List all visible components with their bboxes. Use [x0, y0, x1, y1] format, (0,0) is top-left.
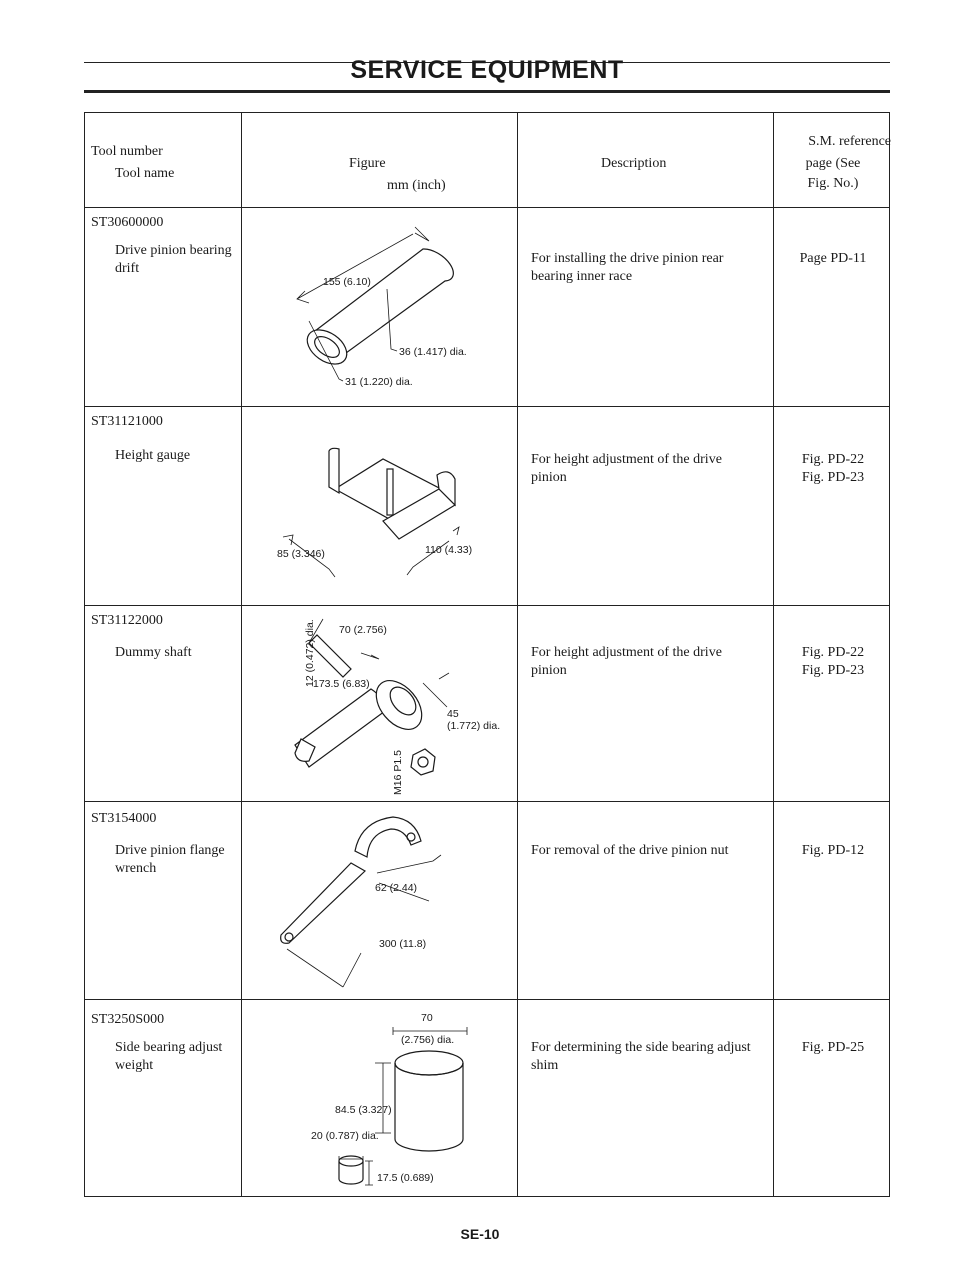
- header-tool-number: Tool number: [91, 144, 163, 159]
- dim-hook-spacing: 62 (2.44): [375, 882, 418, 894]
- tool-number: ST3250S000: [91, 1012, 165, 1027]
- header-figure-units: mm (inch): [387, 178, 446, 193]
- tool-name: Drive pinion flange wrench: [115, 843, 225, 876]
- dim-outer-diameter: 36 (1.417) dia.: [399, 346, 467, 358]
- row-divider: [85, 999, 889, 1000]
- figure-flange-wrench: [243, 803, 515, 997]
- figure-dummy-shaft: [243, 607, 515, 799]
- dim-weight-diameter-inch: (2.756) dia.: [401, 1034, 455, 1046]
- dim-shaft-length: 173.5 (6.83): [313, 678, 370, 690]
- dim-head-diameter: 45: [447, 708, 459, 720]
- tool-name: Side bearing adjust weight: [115, 1040, 223, 1073]
- tool-name: Drive pinion bearing drift: [115, 243, 232, 276]
- tool-description: For height adjustment of the drive pinion: [531, 452, 722, 485]
- tool-number: ST31121000: [91, 414, 163, 429]
- row-divider: [85, 207, 889, 208]
- page-header: [84, 56, 890, 96]
- tool-name: Dummy shaft: [115, 645, 192, 660]
- page-title: SERVICE EQUIPMENT: [350, 56, 624, 84]
- tool-number: ST30600000: [91, 215, 164, 230]
- dim-stem-height: 17.5 (0.689): [377, 1172, 434, 1184]
- tool-reference: Page PD-11: [799, 251, 867, 266]
- tool-reference: Fig. PD-12: [801, 843, 865, 858]
- tool-number: ST3154000: [91, 811, 157, 826]
- column-divider: [517, 113, 518, 1196]
- dim-length: 155 (6.10): [323, 276, 371, 288]
- dummy-shaft-drawing: [243, 607, 515, 799]
- page-number: SE-10: [460, 1226, 500, 1242]
- tool-reference: Fig. PD-22 Fig. PD-23: [801, 452, 865, 485]
- tool-name: Height gauge: [115, 448, 191, 463]
- figure-bearing-drift: [243, 209, 515, 404]
- dim-length: 110 (4.33): [425, 544, 473, 556]
- dim-pin-diameter: 12 (0.472) dia.: [304, 619, 316, 687]
- tool-description: For determining the side bearing adjust shim: [531, 1040, 751, 1073]
- tool-reference: Fig. PD-22 Fig. PD-23: [801, 645, 865, 678]
- dim-inner-diameter: 31 (1.220) dia.: [345, 376, 413, 388]
- header-tool-name: Tool name: [115, 166, 175, 181]
- dim-stem-diameter: 20 (0.787) dia.: [311, 1130, 379, 1142]
- adjust-weight-drawing: [243, 1001, 515, 1196]
- figure-adjust-weight: [243, 1001, 515, 1196]
- height-gauge-drawing: [243, 409, 515, 603]
- header-description: Description: [601, 156, 667, 171]
- header-reference-line2: page (See: [805, 156, 861, 171]
- dim-head-diameter-inch: (1.772) dia.: [447, 720, 501, 732]
- tool-reference: Fig. PD-25: [801, 1040, 865, 1055]
- dim-length: 300 (11.8): [379, 938, 427, 950]
- header-reference-line3: Fig. No.): [807, 176, 859, 191]
- header-figure: Figure: [349, 156, 386, 171]
- service-equipment-table: [84, 112, 890, 1197]
- dim-weight-height: 84.5 (3.327): [335, 1104, 392, 1116]
- column-divider: [773, 113, 774, 1196]
- flange-wrench-drawing: [243, 803, 515, 997]
- bearing-drift-drawing: [243, 209, 515, 404]
- column-divider: [241, 113, 242, 1196]
- tool-number: ST31122000: [91, 613, 163, 628]
- header-reference-line1: S.M. reference: [808, 134, 891, 149]
- dim-bar-length: 70 (2.756): [339, 624, 387, 636]
- row-divider: [85, 605, 889, 606]
- dim-thread: M16 P1.5: [392, 750, 404, 795]
- dim-weight-diameter: 70: [421, 1012, 433, 1024]
- figure-height-gauge: [243, 409, 515, 603]
- row-divider: [85, 801, 889, 802]
- header-rule-thick: [84, 90, 890, 93]
- tool-description: For removal of the drive pinion nut: [531, 843, 729, 858]
- row-divider: [85, 406, 889, 407]
- tool-description: For installing the drive pinion rear bearing inner race: [531, 251, 724, 284]
- tool-description: For height adjustment of the drive pinion: [531, 645, 722, 678]
- dim-width: 85 (3.346): [277, 548, 325, 560]
